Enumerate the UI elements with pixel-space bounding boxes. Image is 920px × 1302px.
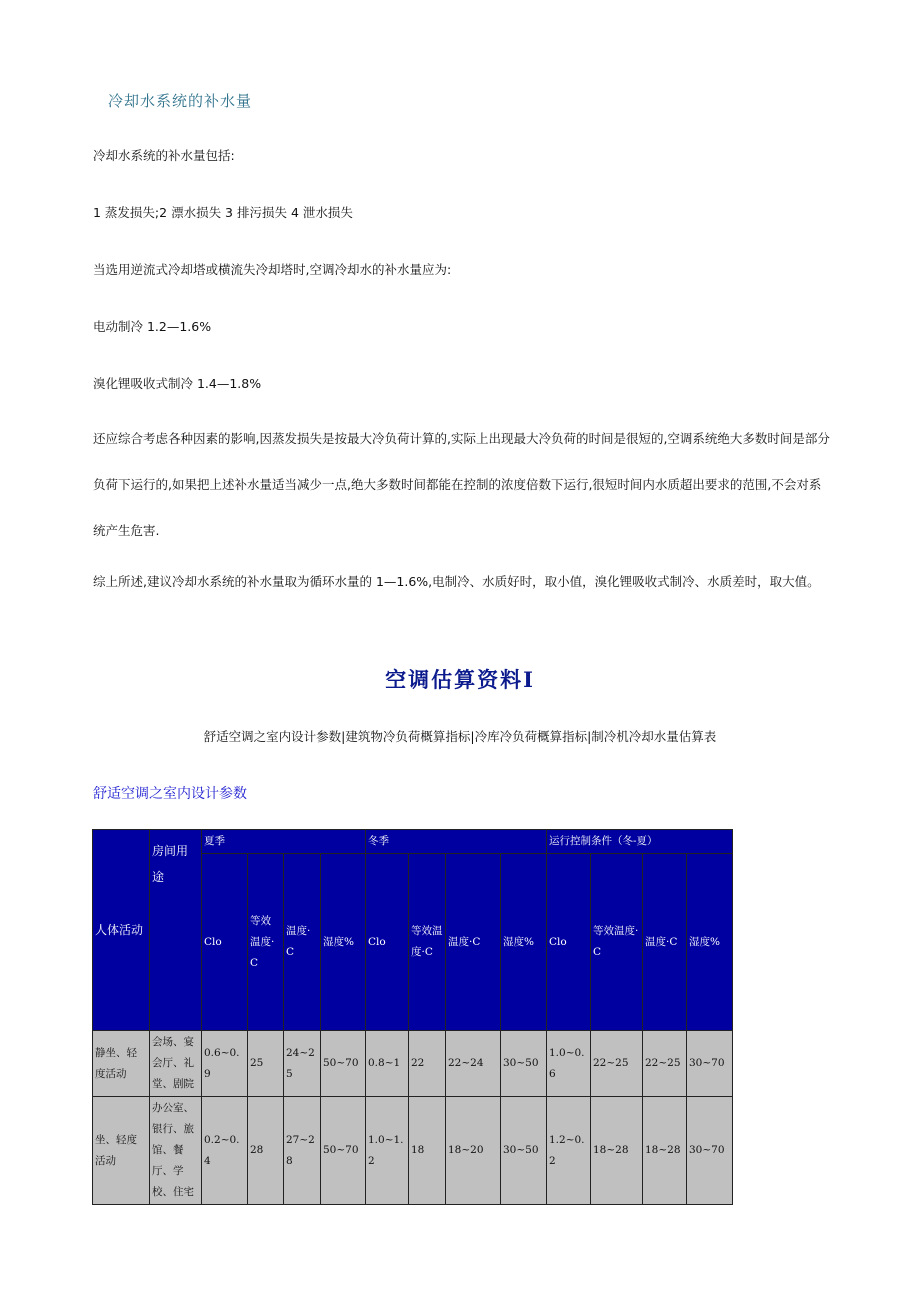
cell-value: 18~28 [643,1097,687,1205]
header-summer: 夏季 [202,830,366,854]
cell-value: 22~25 [591,1031,643,1097]
cell-value: 0.2~0.4 [202,1097,248,1205]
col-control-eqtemp: 等效温度·C [591,854,643,1031]
col-summer-clo: Clo [202,854,248,1031]
cell-activity: 坐、轻度活动 [93,1097,150,1205]
cell-value: 1.0~0.6 [547,1031,591,1097]
col-winter-humidity: 湿度% [501,854,547,1031]
cell-value: 30~70 [687,1097,733,1205]
col-summer-temp: 温度·C [284,854,321,1031]
cell-value: 28 [248,1097,284,1205]
paragraph-consideration: 还应综合考虑各种因素的影响,因蒸发损失是按最大冷负荷计算的,实际上出现最大冷负荷的时间是很短的,空调系统绝大多数时间是部分负荷下运行的,如果把上述补水量适当减少一点,绝大多数时间都能在控制的浓度倍数下运行,很短时间内水质超出要求的范围,不会对系统产生危害. [93,431,830,538]
table-title: 舒适空调之室内设计参数 [93,786,247,802]
cell-activity: 静坐、轻度活动 [93,1031,150,1097]
cell-value: 24~25 [284,1031,321,1097]
cell-value: 22~24 [446,1031,501,1097]
cell-value: 0.6~0.9 [202,1031,248,1097]
cell-value: 18~20 [446,1097,501,1205]
main-title: 空调估算资料Ⅰ [385,667,535,692]
cell-value: 18 [409,1097,446,1205]
col-winter-eqtemp: 等效温度·C [409,854,446,1031]
table-row [93,1031,733,1097]
cell-value: 30~50 [501,1031,547,1097]
design-params-table [92,829,733,1205]
cell-room: 会场、宴会厅、礼堂、剧院 [150,1031,202,1097]
col-control-humidity: 湿度% [687,854,733,1031]
table-row [93,1097,733,1205]
cell-value: 22~25 [643,1031,687,1097]
col-control-temp: 温度·C [643,854,687,1031]
paragraph-conclusion: 综上所述,建议冷却水系统的补水量取为循环水量的 1—1.6%,电制冷、水质好时，取小值，溴化锂吸收式制冷、水质差时，取大值。 [93,574,820,589]
condition-line: 当选用逆流式冷却塔或横流失冷却塔时,空调冷却水的补水量应为: [93,262,452,277]
cell-value: 22 [409,1031,446,1097]
col-winter-clo: Clo [366,854,409,1031]
cell-value: 25 [248,1031,284,1097]
col-winter-temp: 温度·C [446,854,501,1031]
intro-line: 冷却水系统的补水量包括: [93,148,235,163]
cell-value: 18~28 [591,1097,643,1205]
col-control-clo: Clo [547,854,591,1031]
losses-line: 1 蒸发损失;2 漂水损失 3 排污损失 4 泄水损失 [93,205,353,220]
cell-value: 27~28 [284,1097,321,1205]
cell-value: 30~50 [501,1097,547,1205]
section-title: 冷却水系统的补水量 [108,92,253,110]
cell-value: 1.0~1.2 [366,1097,409,1205]
table-header-row-groups [93,830,733,854]
electric-line: 电动制冷 1.2—1.6% [93,319,212,334]
col-summer-eqtemp: 等效温度·C [248,854,284,1031]
nav-links[interactable]: 舒适空调之室内设计参数|建筑物冷负荷概算指标|冷库冷负荷概算指标|制冷机冷却水量估算表 [203,729,717,744]
cell-room: 办公室、银行、旅馆、餐厅、学校、住宅 [150,1097,202,1205]
libr-line: 溴化锂吸收式制冷 1.4—1.8% [93,376,262,391]
col-summer-humidity: 湿度% [321,854,366,1031]
cell-value: 30~70 [687,1031,733,1097]
cell-value: 50~70 [321,1097,366,1205]
cell-value: 1.2~0.2 [547,1097,591,1205]
header-activity: 人体活动 [93,830,150,1031]
header-room: 房间用途 [150,830,202,1031]
header-winter: 冬季 [366,830,547,854]
header-control: 运行控制条件（冬-夏） [547,830,733,854]
cell-value: 0.8~1 [366,1031,409,1097]
cell-value: 50~70 [321,1031,366,1097]
